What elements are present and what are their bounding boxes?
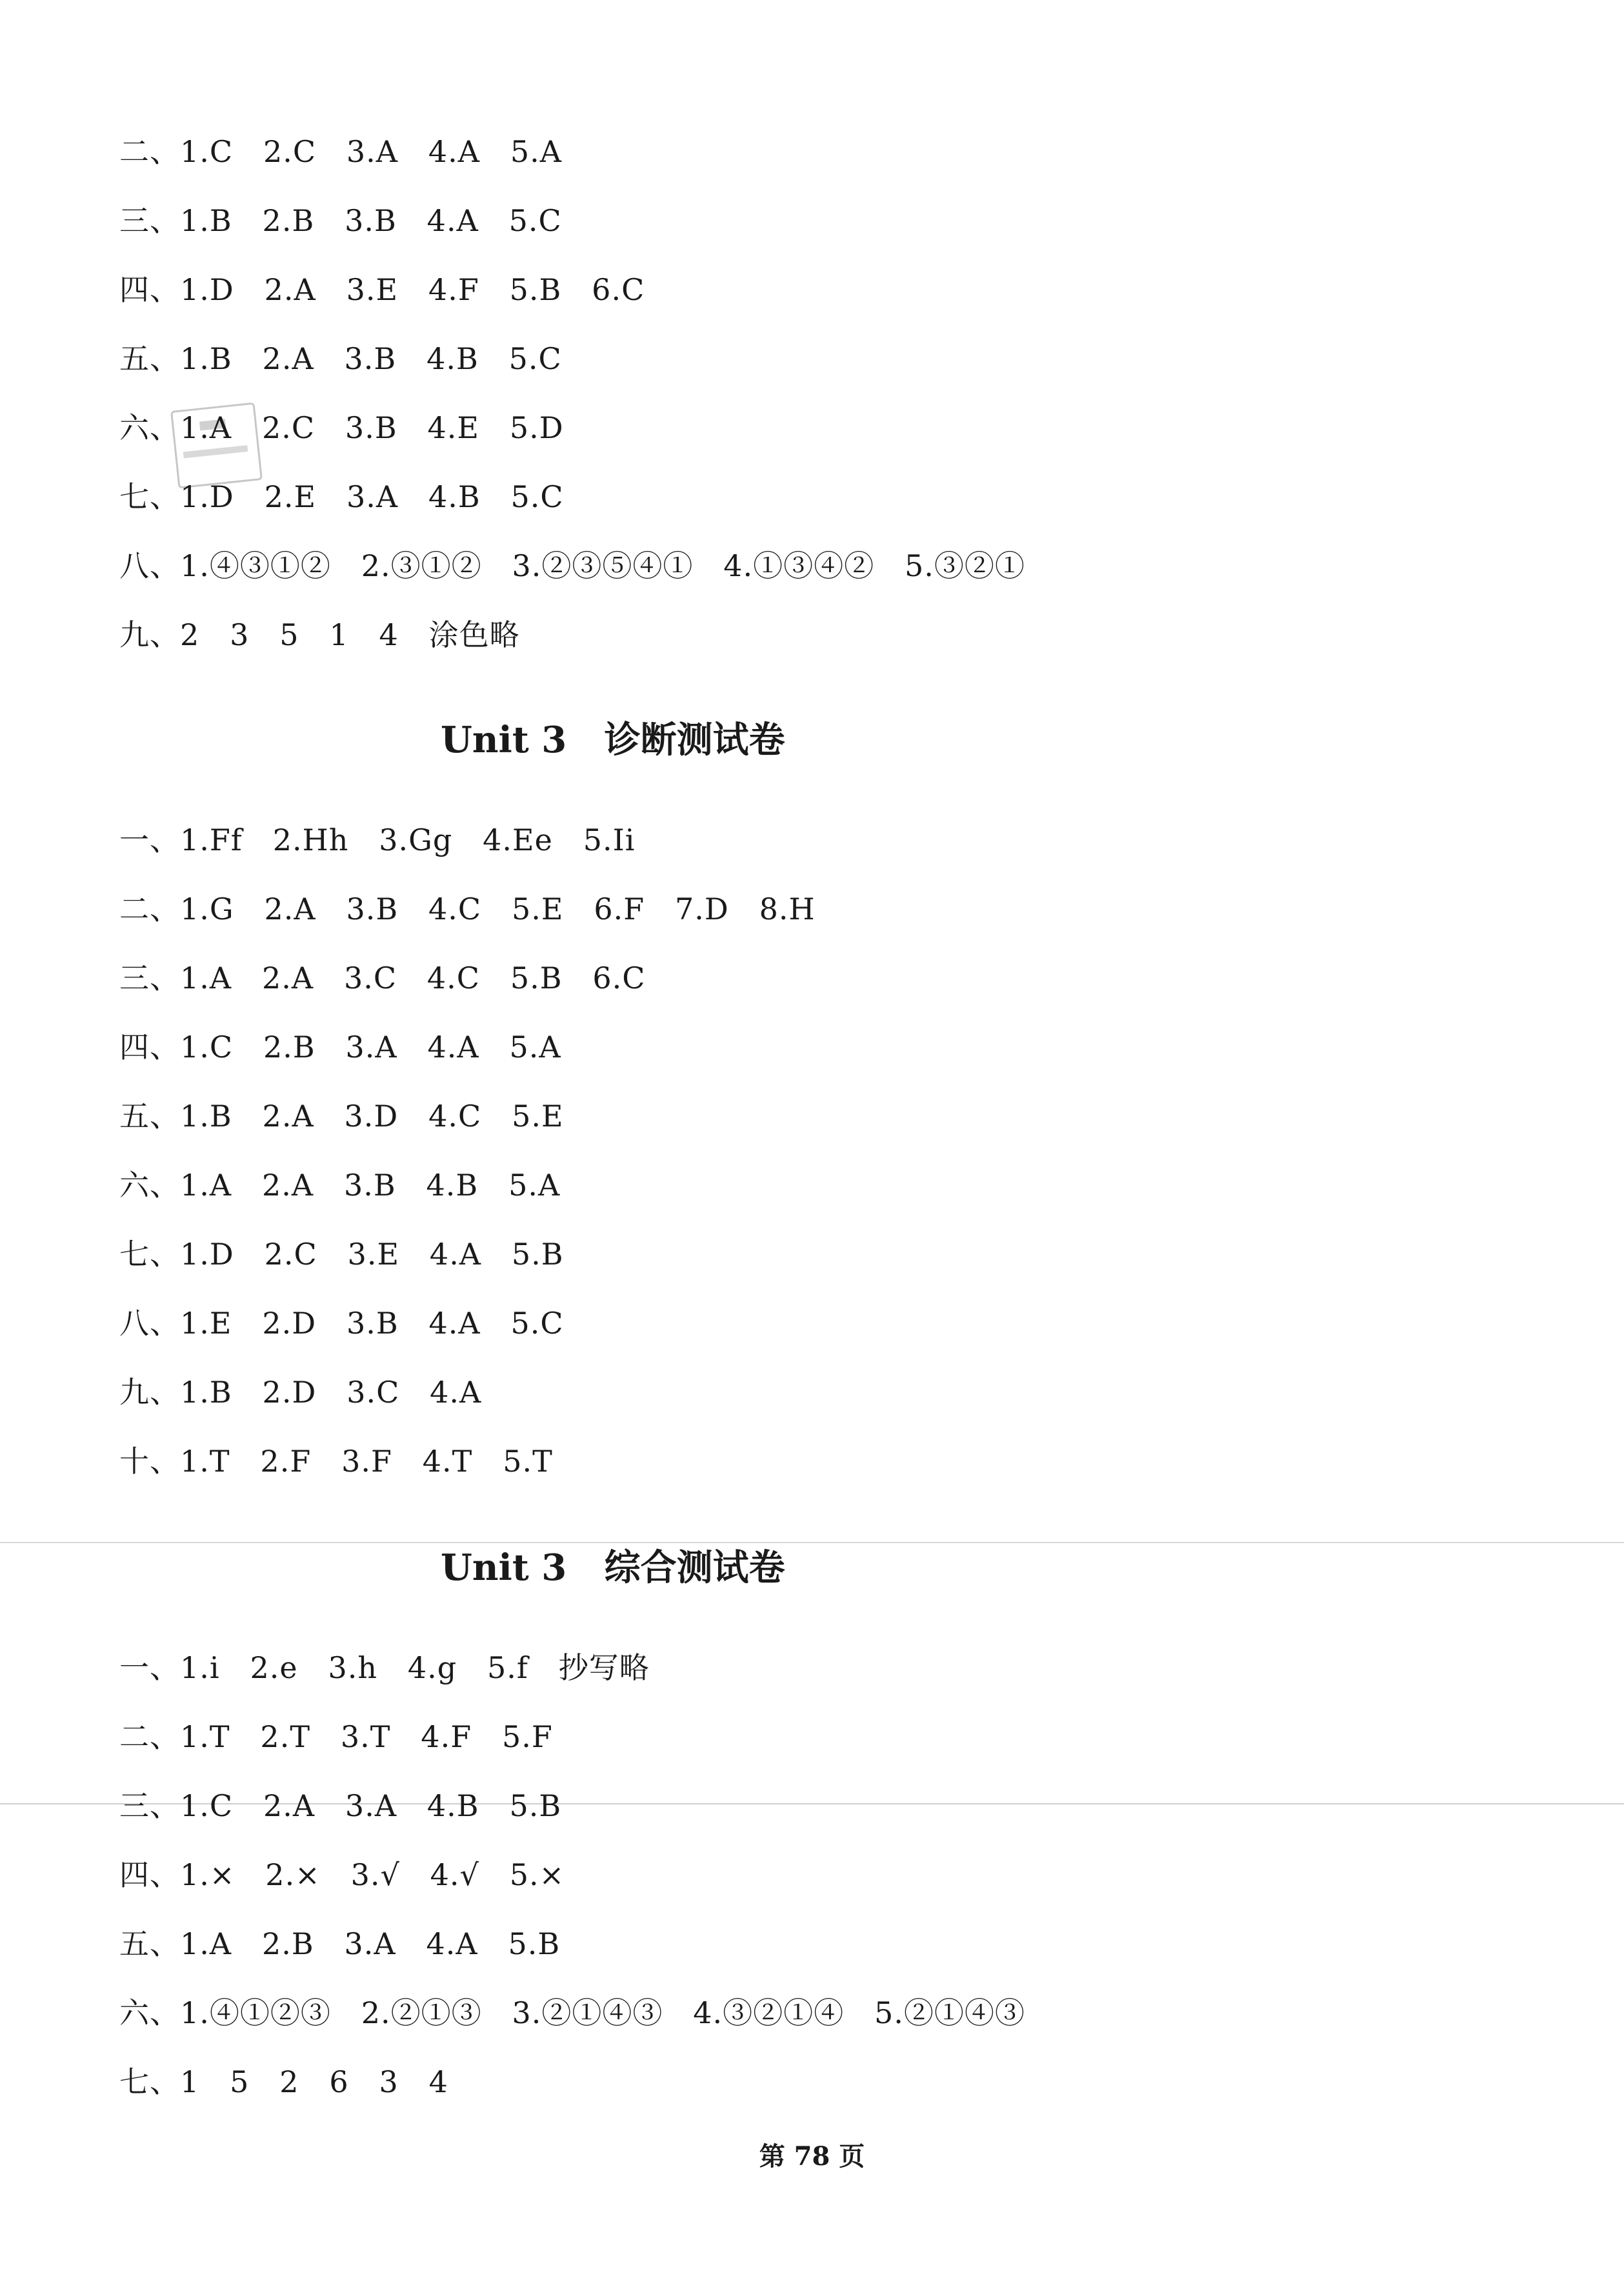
answer-line: 四、1.D 2.A 3.E 4.F 5.B 6.C	[119, 272, 645, 307]
answer-line: 二、1.G 2.A 3.B 4.C 5.E 6.F 7.D 8.H	[119, 892, 816, 926]
answer-line: 六、1.A 2.A 3.B 4.B 5.A	[119, 1168, 561, 1203]
page-number: 第 78 页	[759, 2141, 865, 2172]
answer-line: 二、1.T 2.T 3.T 4.F 5.F	[119, 1719, 553, 1754]
answer-line: 六、1.④①②③ 2.②①③ 3.②①④③ 4.③②①④ 5.②①④③	[119, 1995, 1025, 2030]
scan-artifact-line	[0, 1542, 1624, 1543]
answer-line: 一、1.Ff 2.Hh 3.Gg 4.Ee 5.Ii	[119, 823, 636, 857]
answer-line: 七、1.D 2.E 3.A 4.B 5.C	[119, 479, 564, 514]
answer-line: 九、1.B 2.D 3.C 4.A	[119, 1375, 482, 1410]
answer-line: 五、1.B 2.A 3.D 4.C 5.E	[119, 1099, 564, 1134]
answer-line: 二、1.C 2.C 3.A 4.A 5.A	[119, 134, 562, 169]
answer-line: 八、1.E 2.D 3.B 4.A 5.C	[119, 1306, 564, 1341]
answer-line: 七、1.D 2.C 3.E 4.A 5.B	[119, 1237, 564, 1272]
section-heading: Unit 3 诊断测试卷	[441, 719, 785, 761]
answer-line: 八、1.④③①② 2.③①② 3.②③⑤④① 4.①③④② 5.③②①	[119, 548, 1025, 583]
answer-line: 五、1.A 2.B 3.A 4.A 5.B	[119, 1926, 561, 1961]
answer-line: 五、1.B 2.A 3.B 4.B 5.C	[119, 341, 562, 376]
answer-line: 三、1.B 2.B 3.B 4.A 5.C	[119, 203, 562, 238]
answer-line: 七、1 5 2 6 3 4	[119, 2064, 448, 2099]
section-heading: Unit 3 综合测试卷	[441, 1546, 785, 1589]
answer-line: 一、1.i 2.e 3.h 4.g 5.f 抄写略	[119, 1650, 650, 1685]
answer-line: 四、1.C 2.B 3.A 4.A 5.A	[119, 1030, 561, 1064]
answer-line: 四、1.× 2.× 3.√ 4.√ 5.×	[119, 1857, 565, 1892]
answer-line: 六、1.A 2.C 3.B 4.E 5.D	[119, 410, 564, 445]
answer-line: 十、1.T 2.F 3.F 4.T 5.T	[119, 1444, 553, 1479]
answer-line: 九、2 3 5 1 4 涂色略	[119, 617, 520, 652]
answer-line: 三、1.C 2.A 3.A 4.B 5.B	[119, 1788, 562, 1823]
answer-line: 三、1.A 2.A 3.C 4.C 5.B 6.C	[119, 961, 646, 995]
